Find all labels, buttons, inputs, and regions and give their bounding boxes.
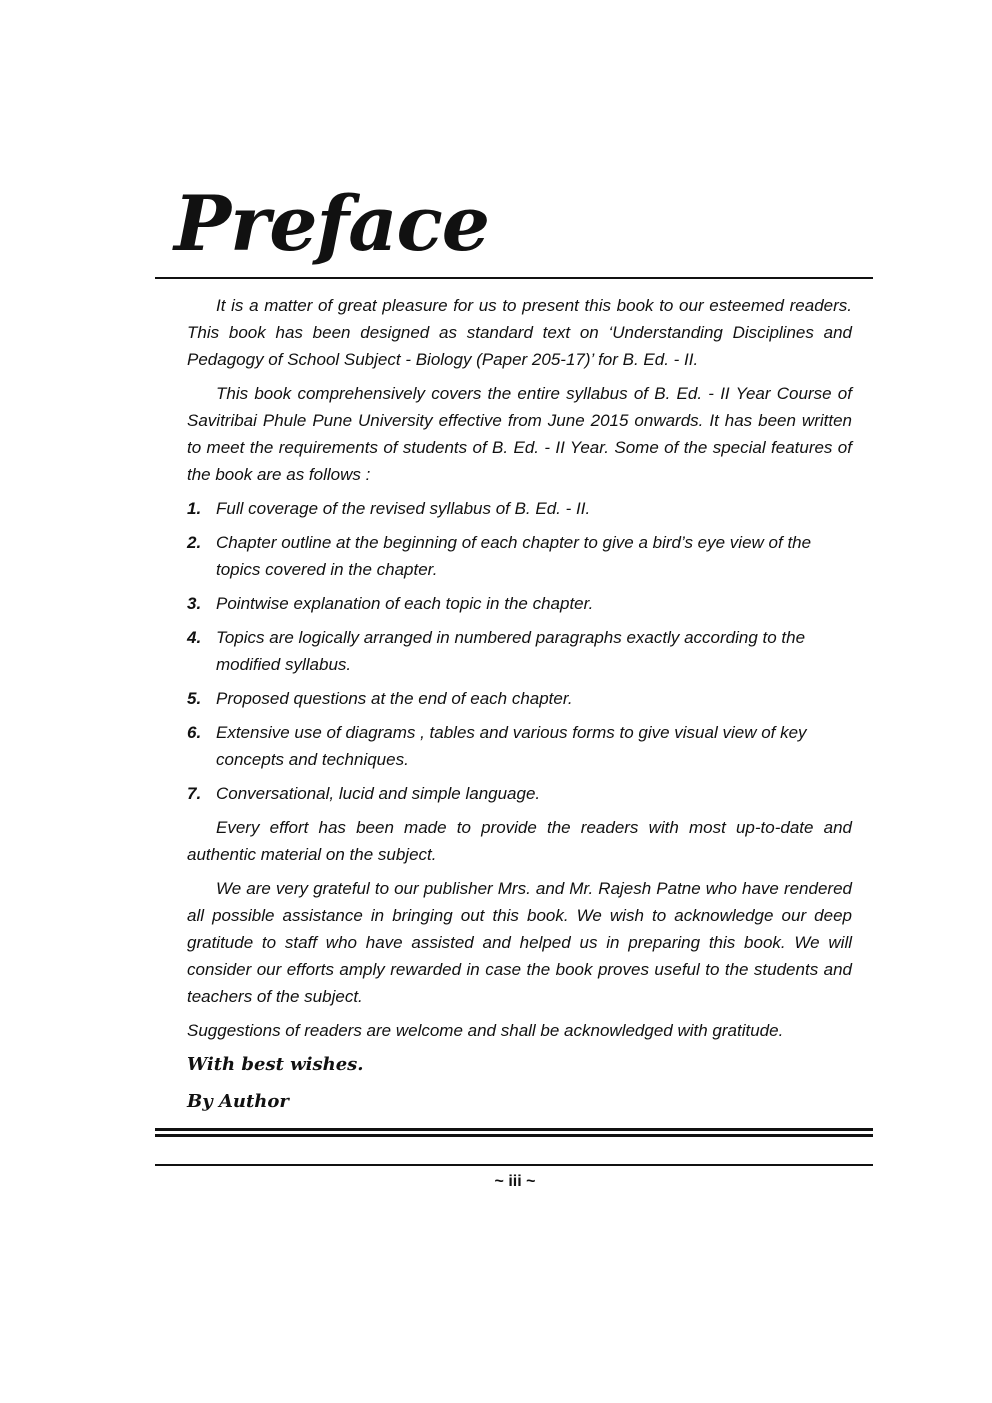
feature-item (187, 624, 852, 678)
title-divider (155, 277, 873, 279)
feature-text: Full coverage of the revised syllabus of B. Ed. - II. (216, 499, 591, 518)
suggestions-line: Suggestions of readers are welcome and shall be acknowledged with gratitude. (187, 1021, 784, 1040)
end-divider-bottom-line (155, 1134, 873, 1137)
page-title: Preface (174, 179, 490, 268)
feature-text: Pointwise explanation of each topic in the chapter. (216, 594, 594, 613)
signature: By Author (187, 1091, 289, 1112)
feature-item (187, 685, 852, 712)
preface-body (187, 292, 852, 1125)
feature-text: Extensive use of diagrams , tables and various forms to give visual view of key concepts and techniques. (216, 723, 807, 769)
feature-text: Chapter outline at the beginning of each chapter to give a bird’s eye view of the topics covered in the chapter. (216, 533, 812, 579)
feature-item (187, 495, 852, 522)
feature-number: 2. (187, 533, 202, 552)
feature-text: Topics are logically arranged in numbered paragraphs exactly according to the modified syllabus. (216, 628, 806, 674)
feature-item (187, 529, 852, 583)
feature-text: Proposed questions at the end of each chapter. (216, 689, 573, 708)
closing-wishes: With best wishes. (187, 1054, 364, 1075)
feature-number: 6. (187, 723, 202, 742)
end-divider-top-line (155, 1128, 873, 1131)
feature-item (187, 780, 852, 807)
intro-paragraph: It is a matter of great pleasure for us to present this book to our esteemed readers. This book has been designed as standard text on ‘Understanding Disciplines and Pedagogy of School Subject - Biology (Paper 205-17)’ for B. Ed. - II. (187, 296, 852, 369)
footer-divider (155, 1164, 873, 1166)
feature-number: 5. (187, 689, 202, 708)
feature-text: Conversational, lucid and simple language. (216, 784, 541, 803)
feature-item (187, 719, 852, 773)
closing-paragraph: We are very grateful to our publisher Mrs. and Mr. Rajesh Patne who have rendered all possible assistance in bringing out this book. We wish to acknowledge our deep gratitude to staff who have assisted and helped us in preparing this book. We will consider our efforts amply rewarded in case the book proves useful to the students and teachers of the subject. (187, 879, 852, 1006)
feature-number: 7. (187, 784, 202, 803)
feature-number: 3. (187, 594, 202, 613)
feature-item (187, 590, 852, 617)
closing-paragraph: Every effort has been made to provide the readers with most up-to-date and authentic material on the subject. (187, 818, 852, 864)
intro-paragraph: This book comprehensively covers the entire syllabus of B. Ed. - II Year Course of Savitribai Phule Pune University effective from June 2015 onwards. It has been written to meet the requirements of students of B. Ed. - II Year. Some of the special features of the book are as follows : (187, 384, 852, 484)
feature-number: 4. (187, 628, 202, 647)
page-number: ~ iii ~ (494, 1173, 536, 1190)
feature-number: 1. (187, 499, 202, 518)
